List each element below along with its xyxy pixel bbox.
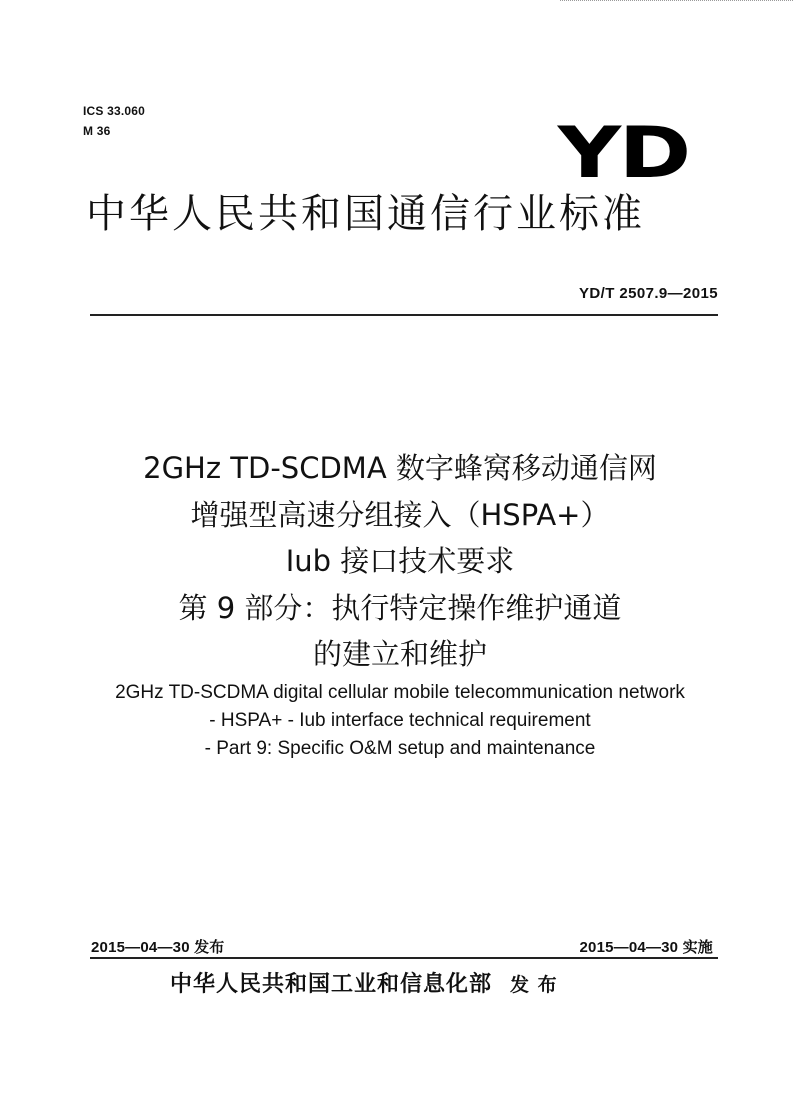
english-title-line-1: 2GHz TD-SCDMA digital cellular mobile telecommunication network <box>115 682 685 703</box>
publisher-line <box>170 967 558 998</box>
header-divider <box>90 314 718 316</box>
publisher-name: 中华人民共和国工业和信息化部 <box>170 971 493 997</box>
english-title-line-2: - HSPA+ - Iub interface technical requirement <box>209 710 591 731</box>
issue-label: 发 布 <box>510 974 558 996</box>
chinese-title-line-4: 第 9 部分：执行特定操作维护通道 <box>178 590 622 625</box>
implement-date: 2015—04—30 实施 <box>579 939 713 956</box>
chinese-title-line-3: Iub 接口技术要求 <box>285 544 515 578</box>
scan-edge-line <box>560 0 793 1</box>
chinese-title-line-2: 增强型高速分组接入（HSPA+） <box>190 497 610 532</box>
chinese-title <box>60 445 740 678</box>
footer-divider <box>90 957 718 959</box>
chinese-title-line-1: 2GHz TD-SCDMA 数字蜂窝移动通信网 <box>143 451 657 485</box>
english-title-line-3: - Part 9: Specific O&M setup and maintenance <box>204 738 596 759</box>
standard-number: YD/T 2507.9—2015 <box>579 285 718 302</box>
chinese-title-line-5: 的建立和维护 <box>312 637 487 671</box>
publish-date: 2015—04—30 发布 <box>91 939 225 956</box>
category-code: M 36 <box>83 124 111 138</box>
ics-code: ICS 33.060 <box>83 104 146 118</box>
standard-type-heading: 中华人民共和国通信行业标准 <box>86 191 645 237</box>
english-title <box>40 679 760 763</box>
yd-logo: YD <box>558 112 689 194</box>
